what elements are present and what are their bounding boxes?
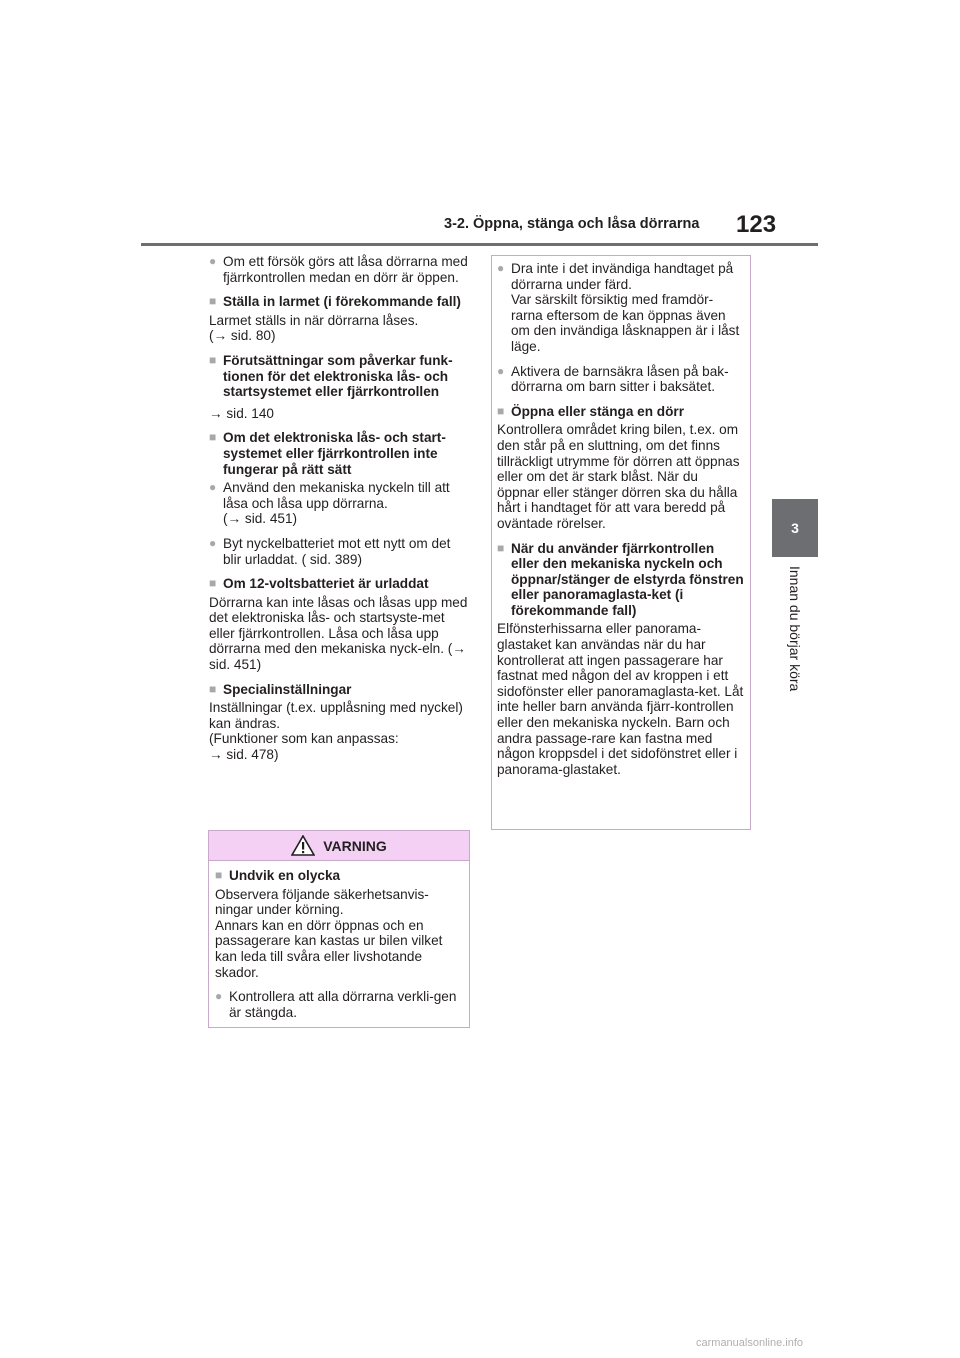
subheading-text: Ställa in larmet (i förekommande fall)	[223, 294, 461, 310]
bullet-square-icon: ■	[209, 681, 217, 696]
bullet-text	[511, 261, 744, 355]
list-item	[497, 261, 744, 355]
header-rule	[141, 243, 818, 246]
subheading-text: Undvik en olycka	[229, 868, 341, 883]
subheading-text: Om det elektroniska lås- och start-systemet eller fjärrkontrollen inte fungerar på rätt sätt	[223, 430, 446, 477]
bullet-dot-icon: ●	[215, 989, 223, 1004]
subheading-text: Öppna eller stänga en dörr	[511, 403, 684, 419]
paragraph	[215, 887, 463, 981]
list-item	[209, 254, 471, 285]
right-notice-body	[492, 256, 750, 777]
subheading	[209, 353, 471, 400]
left-column	[209, 254, 471, 772]
warning-title: VARNING	[323, 837, 387, 854]
page-reference: → sid. 478)	[209, 747, 279, 763]
bullet-square-icon: ■	[209, 294, 217, 309]
chapter-number: 3	[791, 520, 799, 536]
chapter-label: Innan du börjar köra	[787, 566, 803, 692]
subheading	[209, 682, 471, 698]
watermark-text: carmanualsonline.info	[696, 1337, 804, 1349]
subheading	[215, 868, 463, 884]
paragraph-text: Dörrarna kan inte låsas och låsas upp med det elektroniska lås- och startsyste-met eller fjärrkontrollen. Låsa och låsa upp dörrarna med den mekaniska nyck-eln. (→ sid. 451)	[209, 594, 468, 673]
warning-triangle-icon	[291, 835, 315, 856]
bullet-square-icon: ■	[497, 403, 505, 418]
bullet-square-icon: ■	[497, 540, 505, 555]
right-notice-box	[491, 255, 751, 830]
bullet-text: Aktivera de barnsäkra låsen på bak-dörrarna om barn sitter i baksätet.	[511, 363, 729, 395]
subheading-text: Om 12-voltsbatteriet är urladdat	[223, 576, 429, 592]
subheading	[497, 404, 744, 420]
bullet-text	[223, 480, 471, 527]
bullet-dot-icon: ●	[209, 254, 217, 268]
bullet-dot-icon: ●	[497, 261, 505, 275]
subheading-text: När du använder fjärrkontrollen eller den mekaniska nyckeln och öppnar/stänger de elstyrda fönstren eller panoramaglasta-ket (i förekommande fall)	[511, 540, 744, 618]
bullet-square-icon: ■	[209, 576, 217, 591]
bullet-text: Om ett försök görs att låsa dörrarna med fjärrkontrollen medan en dörr är öppen.	[223, 254, 468, 285]
warning-body	[209, 861, 469, 1020]
section-title: 3-2. Öppna, stänga och låsa dörrarna	[444, 216, 700, 232]
bullet-dot-icon: ●	[497, 363, 505, 378]
paragraph-text: Inställningar (t.ex. upplåsning med nyckel) kan ändras.	[209, 700, 463, 731]
bullet-text-main: Dra inte i det invändiga handtaget på dörrarna under färd.	[511, 261, 734, 292]
subheading-text: Specialinställningar	[223, 681, 352, 697]
paragraph-text: Annars kan en dörr öppnas och en passagerare kan kastas ur bilen vilket kan leda till svåra eller livshotande skador.	[215, 917, 443, 980]
paragraph	[209, 700, 471, 762]
page-header	[0, 0, 960, 250]
bullet-text: Kontrollera att alla dörrarna verkli-gen är stängda.	[229, 989, 457, 1020]
warning-box	[208, 830, 470, 1028]
page-number: 123	[736, 211, 777, 238]
paragraph-text: Larmet ställs in när dörrarna låses.	[209, 312, 419, 328]
chapter-tab	[772, 499, 818, 557]
paragraph-text: Observera följande säkerhetsanvis-ningar under körning.	[215, 886, 429, 918]
paragraph-text: Elfönsterhissarna eller panorama-glastaket kan användas när du har kontrollerat att ingen passagerare har fastnat med någon del av kroppen i ett sidofönster eller panoramaglasta-ket. Låt inte heller barn använda fjärr-kontrollen eller den mekaniska nyckeln. Barn och andra passage-rare kan fastna med någon kroppsdel i det sidofönstret eller i panorama-glastaket.	[497, 621, 744, 777]
paragraph	[209, 313, 471, 344]
list-item	[497, 364, 744, 395]
bullet-text: Byt nyckelbatteriet mot ett nytt om det blir urladdat. ( sid. 389)	[223, 535, 451, 567]
page-reference: (→ sid. 80)	[209, 328, 276, 344]
bullet-dot-icon: ●	[209, 480, 217, 495]
page-reference: (→ sid. 451)	[223, 511, 298, 527]
bullet-square-icon: ■	[209, 430, 217, 445]
warning-title-bar	[209, 831, 469, 861]
subheading	[209, 430, 471, 477]
bullet-text-main: Använd den mekaniska nyckeln till att låsa och låsa upp dörrarna.	[223, 480, 450, 511]
bullet-square-icon: ■	[215, 868, 223, 882]
paragraph-text: Kontrollera området kring bilen, t.ex. om den står på en sluttning, om det finns tillräckligt utrymme för dörren att öppnas eller om det är stark blåst. När du öppnar eller stänger dörren ska du hålla hårt i handtaget för att vara beredd på oväntade rörelser.	[497, 422, 740, 531]
page-reference: → sid. 140	[209, 405, 274, 421]
bullet-dot-icon: ●	[209, 535, 217, 550]
subheading	[497, 541, 744, 619]
paragraph-text: (Funktioner som kan anpassas:	[209, 731, 399, 747]
subheading	[209, 294, 471, 310]
bullet-square-icon: ■	[209, 352, 217, 367]
list-item	[215, 989, 463, 1020]
subheading-text: Förutsättningar som påverkar funk-tionen för det elektroniska lås- och startsystemet eller fjärrkontrollen	[223, 352, 453, 400]
list-item	[209, 536, 471, 567]
bullet-text-extra: Var särskilt försiktig med framdör-rarna eftersom de kan öppnas även om den invändiga låsknappen är i låst läge.	[511, 292, 740, 354]
subheading	[209, 576, 471, 592]
list-item	[209, 480, 471, 527]
